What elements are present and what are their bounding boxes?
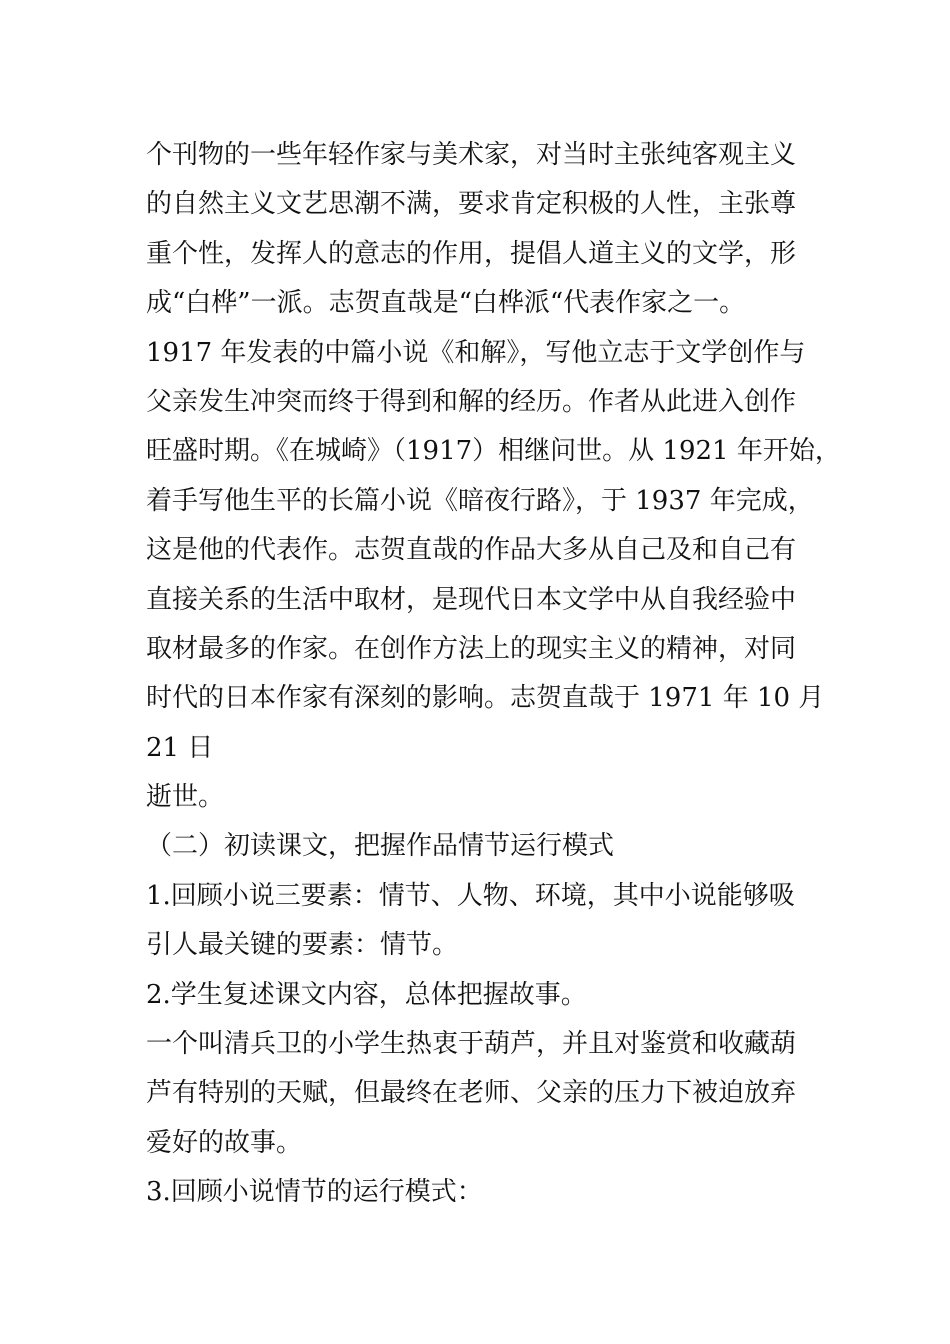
text-line: 3.回顾小说情节的运行模式： bbox=[146, 1177, 483, 1208]
text-line: 21 日 bbox=[146, 732, 214, 763]
text-line: 2.学生复述课文内容，总体把握故事。 bbox=[146, 979, 587, 1010]
text-line: 取材最多的作家。在创作方法上的现实主义的精神，对同 bbox=[146, 633, 797, 664]
section-heading: （二）初读课文，把握作品情节运行模式 bbox=[146, 831, 615, 862]
text-line: 重个性，发挥人的意志的作用，提倡人道主义的文学，形 bbox=[146, 238, 797, 269]
text-line: 一个叫清兵卫的小学生热衷于葫芦，并且对鉴赏和收藏葫 bbox=[146, 1029, 797, 1060]
text-line: 逝世。 bbox=[146, 782, 225, 813]
text-line: 的自然主义文艺思潮不满，要求肯定积极的人性，主张尊 bbox=[146, 189, 797, 220]
text-line: 芦有特别的天赋，但最终在老师、父亲的压力下被迫放弃 bbox=[146, 1078, 797, 1109]
body-text bbox=[146, 131, 846, 1218]
text-line: 着手写他生平的长篇小说《暗夜行路》，于 1937 年完成， bbox=[146, 485, 814, 516]
text-line: 1.回顾小说三要素：情节、人物、环境，其中小说能够吸 bbox=[146, 880, 795, 911]
text-line: 1917 年发表的中篇小说《和解》，写他立志于文学创作与 bbox=[146, 337, 806, 368]
text-line: 旺盛时期。《在城崎》（1917）相继问世。从 1921 年开始， bbox=[146, 436, 841, 467]
text-line: 父亲发生冲突而终于得到和解的经历。作者从此进入创作 bbox=[146, 386, 797, 417]
text-line: 直接关系的生活中取材，是现代日本文学中从自我经验中 bbox=[146, 584, 797, 615]
text-line: 时代的日本作家有深刻的影响。志贺直哉于 1971 年 10 月 bbox=[146, 683, 825, 714]
text-line: 引人最关键的要素：情节。 bbox=[146, 930, 459, 961]
text-line: 这是他的代表作。志贺直哉的作品大多从自己及和自己有 bbox=[146, 535, 797, 566]
text-line: 个刊物的一些年轻作家与美术家，对当时主张纯客观主义 bbox=[146, 140, 797, 170]
text-line: 成“白桦”一派。志贺直哉是“白桦派“代表作家之一。 bbox=[146, 288, 746, 319]
text-line: 爱好的故事。 bbox=[146, 1127, 303, 1158]
